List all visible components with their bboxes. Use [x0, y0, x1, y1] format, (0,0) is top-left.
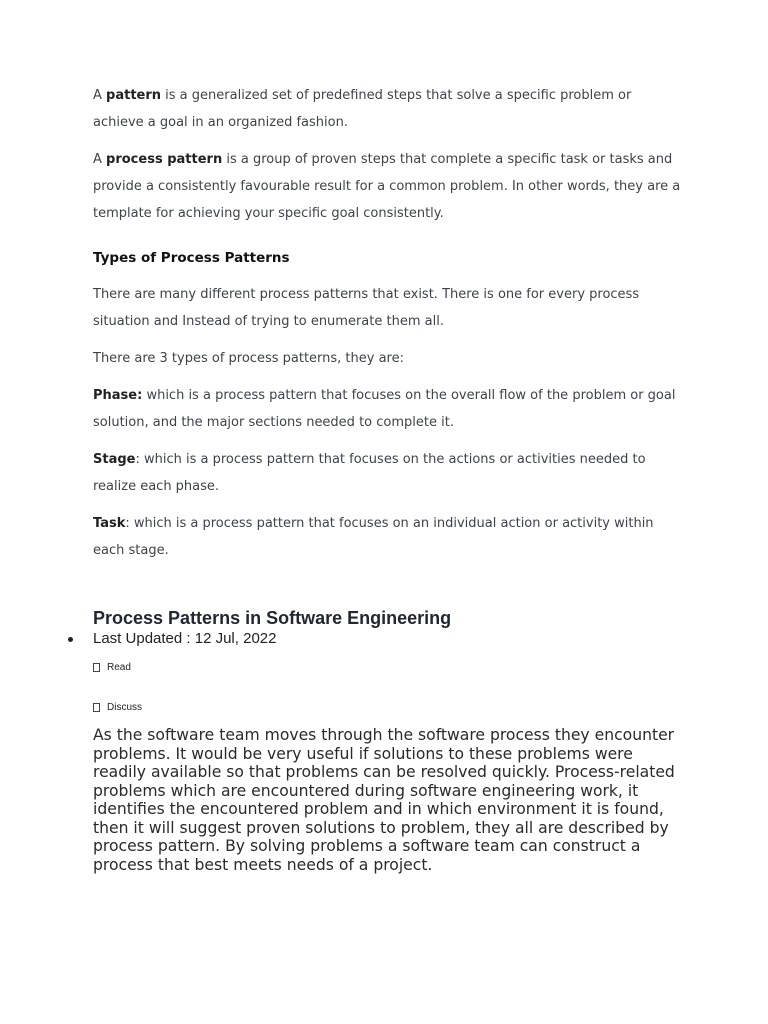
process-pattern-definition [93, 146, 683, 227]
read-button[interactable] [93, 662, 131, 673]
keyword-process-pattern: process pattern [106, 152, 223, 167]
discuss-button[interactable] [93, 702, 142, 713]
text-fragment: : which is a process pattern that focuses on an individual action or activity within each stage. [93, 516, 654, 558]
types-heading: Types of Process Patterns [93, 250, 290, 266]
document-content [93, 82, 683, 574]
text-fragment: is a group of proven steps that complete a specific task or tasks and provide a consistently favourable result for a common problem. In other words, they are a template for achieving your specific goal consistently. [93, 152, 681, 221]
text-fragment: : which is a process pattern that focuses on the actions or activities needed to realize each phase. [93, 452, 646, 494]
text-fragment: A [93, 152, 107, 167]
keyword-phase: Phase: [93, 388, 143, 403]
keyword-task: Task [93, 516, 126, 531]
text-fragment: A [93, 88, 107, 103]
read-icon [93, 663, 100, 672]
types-intro-paragraph: There are many different process patterns that exist. There is one for every process situation and Instead of trying to enumerate them all. [93, 287, 640, 329]
type-item-task [93, 510, 683, 564]
pattern-definition [93, 82, 683, 136]
last-updated-text: Last Updated : 12 Jul, 2022 [93, 630, 277, 647]
text-fragment: is a generalized set of predefined steps that solve a specific problem or achieve a goal in an organized fashion. [93, 88, 632, 130]
text-fragment: which is a process pattern that focuses on the overall flow of the problem or goal solution, and the major sections needed to complete it. [93, 388, 676, 430]
article-title: Process Patterns in Software Engineering [93, 608, 452, 628]
discuss-label: Discuss [107, 702, 143, 713]
type-item-phase [93, 382, 683, 436]
last-updated-item [68, 630, 276, 647]
bullet-icon [68, 637, 73, 642]
keyword-stage: Stage [93, 452, 136, 467]
read-label: Read [107, 662, 131, 673]
keyword-pattern: pattern [106, 88, 162, 103]
article-body: As the software team moves through the software process they encounter problems. It would be very useful if solutions to these problems were readily available so that problems can be resolved quickly. Process-related problems which are encountered during software engineering work, it identifies the encountered problem and in which environment it is found, then it will suggest proven solutions to problem, they all are described by process pattern. By solving problems a software team can construct a process that best meets needs of a project. [93, 726, 675, 874]
types-count-paragraph: There are 3 types of process patterns, they are: [93, 351, 404, 366]
type-item-stage [93, 446, 683, 500]
discuss-icon [93, 703, 100, 712]
